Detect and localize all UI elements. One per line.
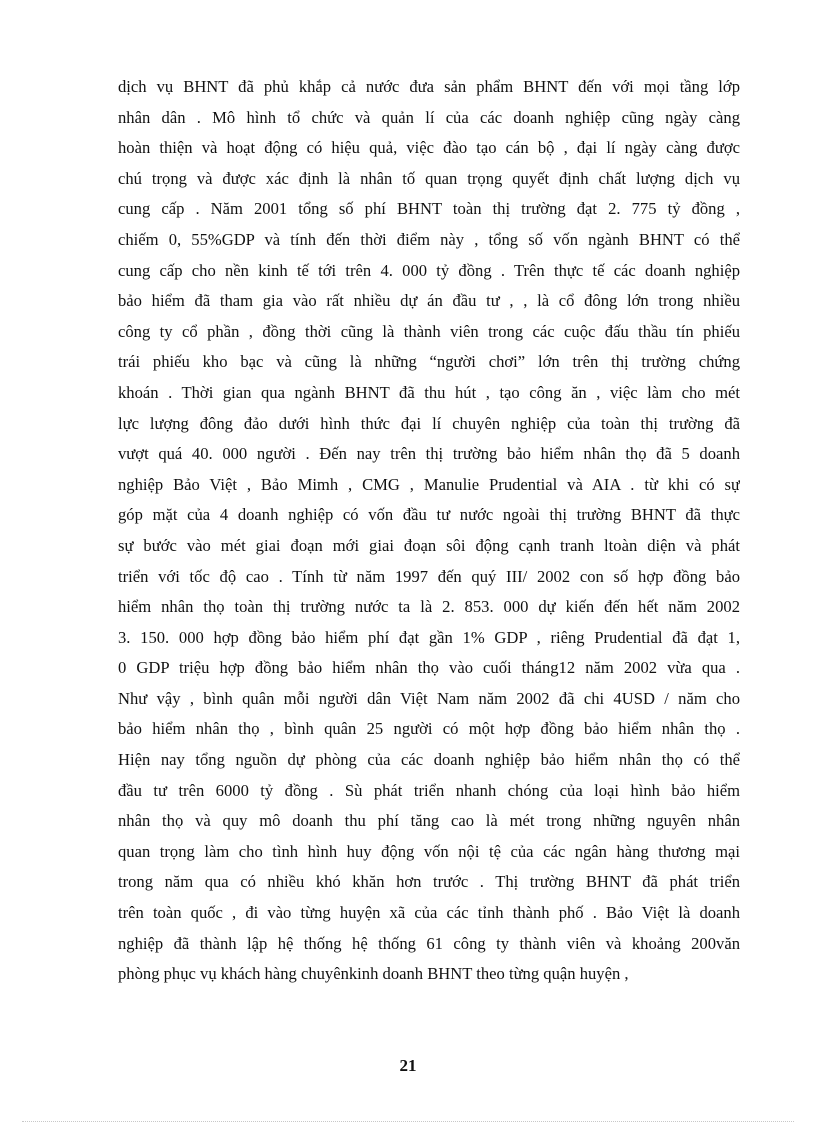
body-paragraph (118, 72, 740, 990)
text-line: bảo hiểm đã tham gia vào rất nhiều dự án đầu tư , , là cổ đông lớn trong nhiều (118, 291, 740, 311)
text-line: nhân thọ và quy mô doanh thu phí tăng cao là mét trong những nguyên nhân (118, 811, 740, 831)
text-line: nghiệp đã thành lập hệ thống hệ thống 61 công ty thành viên và khoảng 200văn (118, 933, 740, 953)
text-line: đầu tư trên 6000 tỷ đồng . Sù phát triển nhanh chóng của loại hình bảo hiểm (118, 780, 740, 800)
text-line: triển với tốc độ cao . Tính từ năm 1997 đến quý III/ 2002 con số hợp đồng bảo (118, 566, 740, 586)
text-line: nhân dân . Mô hình tổ chức và quản lí của các doanh nghiệp cũng ngày càng (118, 107, 740, 127)
text-line: phòng phục vụ khách hàng chuyênkinh doanh BHNT theo từng quận huyện , (118, 964, 629, 984)
text-line: hiểm nhân thọ toàn thị trường nước ta là 2. 853. 000 dự kiến đến hết năm 2002 (118, 597, 740, 617)
text-line: khoán . Thời gian qua ngành BHNT đã thu hút , tạo công ăn , việc làm cho mét (118, 382, 740, 402)
text-line: quan trọng làm cho tình hình huy động vốn nội tệ của các ngân hàng thương mại (118, 841, 740, 861)
text-line: dịch vụ BHNT đã phủ khắp cả nước đưa sản phẩm BHNT đến với mọi tầng lớp (118, 77, 740, 96)
page-bottom-divider (22, 1121, 794, 1122)
text-line: Hiện nay tổng nguồn dự phòng của các doanh nghiệp bảo hiểm nhân thọ có thể (118, 750, 740, 770)
text-line: sự bước vào mét giai đoạn mới giai đoạn sôi động cạnh tranh ltoàn diện và phát (118, 535, 740, 555)
text-line: trái phiếu kho bạc và cũng là những “người chơi” lớn trên thị trường chứng (118, 352, 740, 372)
text-line: nghiệp Bảo Việt , Bảo Mimh , CMG , Manulie Prudential và AIA . từ khi có sự (118, 474, 740, 494)
text-line: 3. 150. 000 hợp đồng bảo hiểm phí đạt gần 1% GDP , riêng Prudential đã đạt 1, (118, 627, 740, 647)
text-line: công ty cổ phần , đồng thời cũng là thành viên trong các cuộc đấu thầu tín phiếu (118, 321, 740, 341)
text-line: vượt quá 40. 000 người . Đến nay trên thị trường bảo hiểm nhân thọ đã 5 doanh (118, 444, 740, 464)
text-line: trong năm qua có nhiều khó khăn hơn trước . Thị trường BHNT đã phát triển (118, 872, 740, 892)
text-line: chú trọng và được xác định là nhân tố quan trọng quyết định chất lượng dịch vụ (118, 168, 740, 188)
text-line: góp mặt của 4 doanh nghiệp có vốn đầu tư nước ngoài thị trường BHNT đã thực (118, 505, 740, 525)
text-line: hoàn thiện và hoạt động có hiệu quả, việc đào tạo cán bộ , đại lí ngày càng được (118, 138, 740, 158)
text-line: lực lượng đông đảo dưới hình thức đại lí chuyên nghiệp của toàn thị trường đã (118, 413, 740, 433)
text-line: chiếm 0, 55%GDP và tính đến thời điểm này , tổng số vốn ngành BHNT có thể (118, 229, 740, 249)
text-line: bảo hiểm nhân thọ , bình quân 25 người có một hợp đồng bảo hiểm nhân thọ . (118, 719, 740, 739)
text-line: 0 GDP triệu hợp đồng bảo hiểm nhân thọ vào cuối tháng12 năm 2002 vừa qua . (118, 658, 740, 678)
text-line: cung cấp . Năm 2001 tổng số phí BHNT toàn thị trường đạt 2. 775 tỷ đồng , (118, 199, 740, 219)
text-line: trên toàn quốc , đi vào từng huyện xã của các tỉnh thành phố . Bảo Việt là doanh (118, 903, 740, 923)
text-line: Như vậy , bình quân mỗi người dân Việt Nam năm 2002 đã chi 4USD / năm cho (118, 688, 740, 708)
page-number: 21 (399, 1056, 417, 1075)
text-line: cung cấp cho nền kinh tế tới trên 4. 000 tỷ đồng . Trên thực tế các doanh nghiệp (118, 260, 740, 280)
